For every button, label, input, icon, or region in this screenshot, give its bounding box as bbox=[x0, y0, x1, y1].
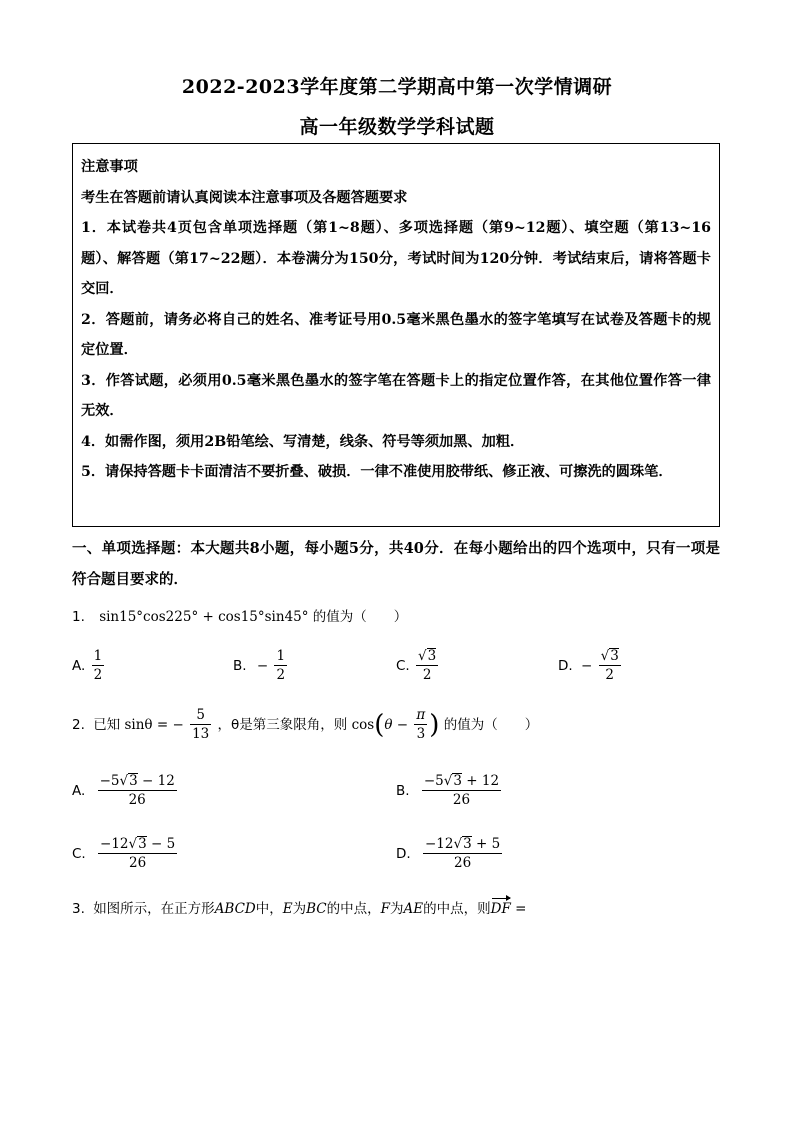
numerator: 1 bbox=[93, 648, 103, 664]
option-label: B. bbox=[396, 783, 410, 799]
cos-function: cos bbox=[351, 717, 375, 733]
numerator: 1 bbox=[276, 648, 286, 664]
option-label: D. bbox=[558, 658, 573, 674]
constant: − 12 bbox=[142, 773, 175, 789]
option-b[interactable] bbox=[396, 773, 503, 809]
math-var: ABCD bbox=[214, 901, 256, 917]
denominator: 3 bbox=[416, 726, 426, 742]
notice-box bbox=[72, 143, 720, 527]
sqrt-icon: √ bbox=[128, 836, 138, 852]
fraction bbox=[274, 648, 287, 684]
radicand: 3 bbox=[463, 836, 472, 852]
denominator: 2 bbox=[422, 667, 432, 683]
coefficient: −12 bbox=[424, 836, 454, 852]
denominator: 26 bbox=[129, 855, 147, 871]
question-3 bbox=[72, 897, 526, 917]
vector-df: DF bbox=[490, 901, 511, 917]
sqrt-icon: √ bbox=[453, 836, 463, 852]
math-var: AE bbox=[403, 901, 424, 917]
math-var: E bbox=[282, 901, 293, 917]
sqrt-icon: √ bbox=[119, 773, 129, 789]
constant: + 5 bbox=[475, 836, 501, 852]
question-text: 为 bbox=[390, 901, 404, 917]
radicand: 3 bbox=[427, 648, 437, 664]
left-paren: ( bbox=[374, 710, 385, 740]
option-d[interactable] bbox=[558, 648, 623, 684]
constant: + 12 bbox=[466, 773, 500, 789]
question-suffix: 的值为（ ） bbox=[443, 717, 539, 733]
denominator: 2 bbox=[605, 667, 614, 683]
equals-sign: = bbox=[515, 901, 527, 917]
fraction bbox=[92, 648, 105, 684]
fraction bbox=[423, 836, 502, 872]
option-label: D. bbox=[396, 846, 411, 862]
radicand: 3 bbox=[453, 773, 462, 789]
notice-heading: 注意事项 bbox=[81, 159, 138, 175]
math-var: BC bbox=[306, 901, 327, 917]
question-expression: sin15°cos225° + cos15°sin45° bbox=[99, 609, 309, 625]
option-a[interactable] bbox=[72, 648, 106, 684]
fraction bbox=[599, 648, 621, 684]
sqrt-icon: √ bbox=[600, 648, 610, 664]
sqrt-icon: √ bbox=[443, 773, 453, 789]
coefficient: −5 bbox=[423, 773, 444, 789]
question-text: 中， bbox=[255, 901, 283, 917]
option-c[interactable] bbox=[396, 648, 440, 684]
radicand: 3 bbox=[129, 773, 138, 789]
fraction bbox=[190, 707, 211, 743]
numerator: π bbox=[416, 707, 426, 723]
radicand: 3 bbox=[138, 836, 147, 852]
question-text: 如图所示，在正方形 bbox=[93, 901, 215, 917]
math-var: F bbox=[380, 901, 391, 917]
fraction bbox=[98, 773, 177, 809]
question-number: 2. bbox=[72, 717, 85, 733]
question-suffix: 的值为（ ） bbox=[312, 609, 408, 625]
fraction bbox=[416, 648, 438, 684]
option-b[interactable] bbox=[233, 648, 289, 684]
coefficient: −12 bbox=[100, 836, 129, 852]
question-number: 1. bbox=[72, 609, 85, 625]
option-a[interactable] bbox=[72, 773, 179, 809]
notice-item: 2．答题前，请务必将自己的姓名、准考证号用0.5毫米黑色墨水的签字笔填写在试卷及答题卡的规定位置． bbox=[81, 311, 711, 358]
right-paren: ) bbox=[429, 710, 440, 740]
question-text: 的中点， bbox=[326, 901, 381, 917]
exam-subtitle: 高一年级数学学科试题 bbox=[299, 116, 495, 138]
denominator: 26 bbox=[453, 855, 472, 871]
coefficient: −5 bbox=[99, 773, 120, 789]
fraction bbox=[422, 773, 501, 809]
question-prefix: 已知 bbox=[93, 717, 121, 733]
option-label: C. bbox=[396, 658, 410, 674]
option-c[interactable] bbox=[72, 836, 179, 872]
question-text: 的中点，则 bbox=[423, 901, 491, 917]
sqrt-icon: √ bbox=[418, 648, 427, 664]
exam-title: 2022-2023学年度第二学期高中第一次学情调研 bbox=[181, 76, 613, 98]
option-label: A. bbox=[72, 658, 86, 674]
notice-item: 3．作答试题，必须用0.5毫米黑色墨水的签字笔在答题卡上的指定位置作答，在其他位置作答一律无效． bbox=[81, 372, 711, 419]
notice-item: 5．请保持答题卡卡面清洁不要折叠、破损．一律不准使用胶带纸、修正液、可擦洗的圆珠笔． bbox=[81, 464, 673, 480]
fraction bbox=[98, 836, 177, 872]
numerator: 5 bbox=[190, 707, 211, 725]
theta-minus: θ − bbox=[384, 717, 409, 733]
constant: − 5 bbox=[151, 836, 176, 852]
denominator: 13 bbox=[192, 726, 210, 742]
notice-item: 1．本试卷共4页包含单项选择题（第1~8题）、多项选择题（第9~12题）、填空题（第13~16题）、解答题（第17~22题）．本卷满分为150分，考试时间为120分钟．考试结束后，请将答题卡交回． bbox=[81, 220, 711, 297]
option-label: A. bbox=[72, 783, 86, 799]
sin-expression: sinθ = − bbox=[124, 717, 184, 733]
option-label: B. bbox=[233, 658, 247, 674]
option-label: C. bbox=[72, 846, 86, 862]
question-2 bbox=[72, 707, 538, 743]
denominator: 2 bbox=[276, 667, 286, 683]
fraction bbox=[414, 707, 427, 743]
question-number: 3. bbox=[72, 901, 85, 917]
radicand: 3 bbox=[610, 648, 619, 664]
denominator: 26 bbox=[128, 792, 146, 808]
question-text: 为 bbox=[292, 901, 307, 917]
denominator: 26 bbox=[452, 792, 471, 808]
minus-sign: − bbox=[580, 658, 593, 674]
notice-intro: 考生在答题前请认真阅读本注意事项及各题答题要求 bbox=[81, 189, 408, 206]
notice-item: 4．如需作图，须用2B铅笔绘、写清楚，线条、符号等须加黑、加粗． bbox=[81, 433, 525, 450]
question-1 bbox=[72, 605, 407, 625]
question-mid: ，θ是第三象限角，则 bbox=[217, 717, 348, 733]
denominator: 2 bbox=[93, 667, 103, 683]
minus-sign: − bbox=[256, 658, 269, 674]
section-heading: 一、单项选择题：本大题共8小题，每小题5分，共40分．在每小题给出的四个选项中，只有一项是符合题目要求的． bbox=[72, 540, 720, 588]
option-d[interactable] bbox=[396, 836, 504, 872]
